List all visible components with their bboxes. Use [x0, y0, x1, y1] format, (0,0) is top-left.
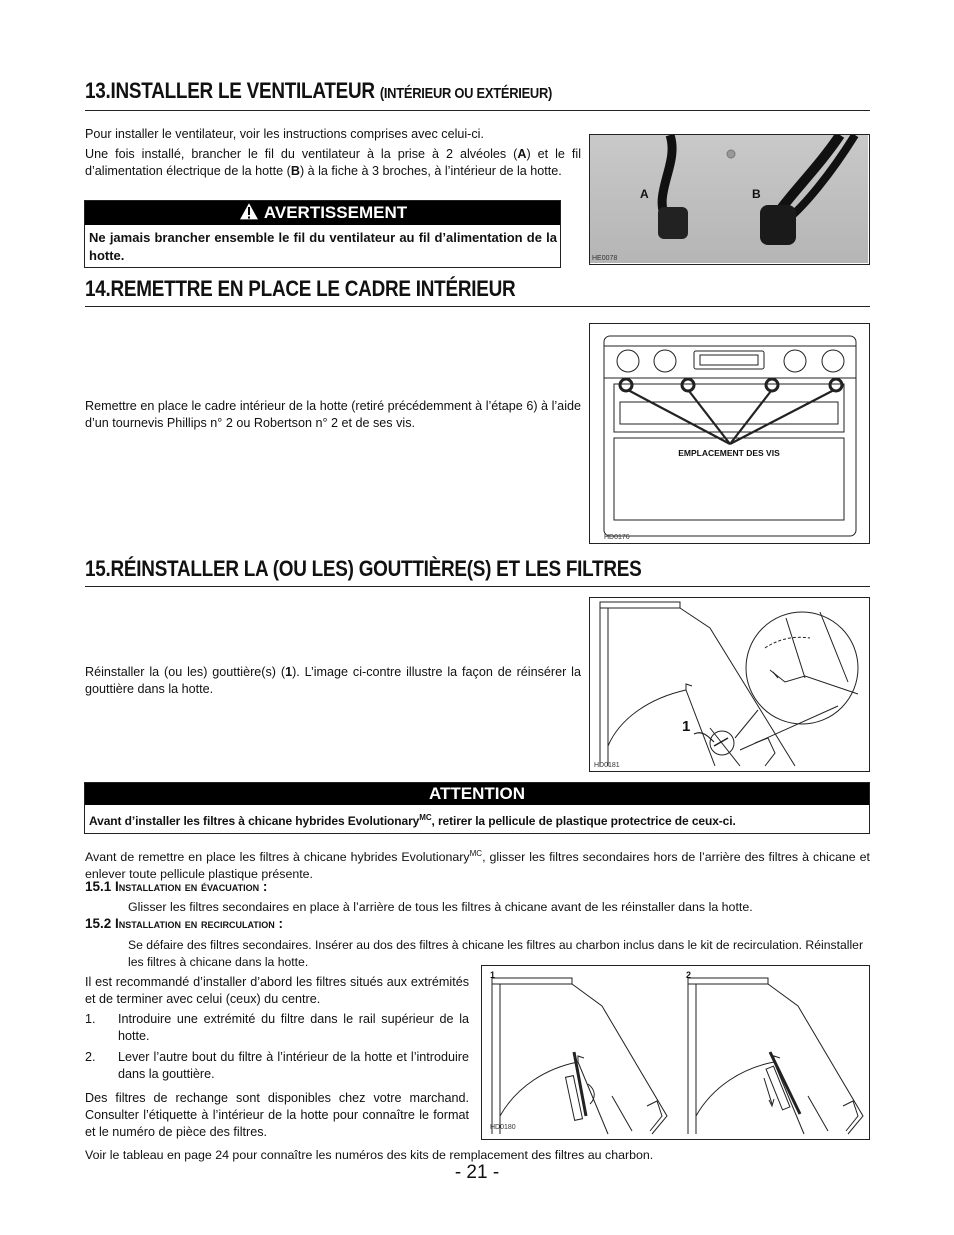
attention-header: ATTENTION: [85, 783, 869, 805]
section-13-title: [85, 78, 552, 104]
section-15-title: 15.RÉINSTALLER LA (OU LES) GOUTTIÈRE(S) ET LES FILTRES: [85, 556, 642, 581]
attention-box: [84, 782, 870, 834]
section-15-rule: [85, 586, 870, 587]
fig-label-1: 1: [682, 718, 691, 735]
section-13-title-main: 13.INSTALLER LE VENTILATEUR: [85, 78, 375, 103]
subsection-15-2-text: Se défaire des filtres secondaires. Insérer au dos des filtres à chicane les filtres au charbon inclus dans le kit de recirculation. Réinstaller les filtres à chicane dans la hotte.: [128, 938, 864, 969]
install-steps: [85, 1011, 469, 1083]
page-number: - 21 -: [454, 1162, 500, 1183]
subsection-15-1-text: Glisser les filtres secondaires en place à l’arrière de tous les filtres à chicane avant de les réinstaller dans la hotte.: [128, 900, 753, 914]
section-14-title: 14.REMETTRE EN PLACE LE CADRE INTÉRIEUR: [85, 276, 516, 301]
s13-wiring-text: Une fois installé, brancher le fil du ventilateur à la prise à 2 alvéoles (A) et le fil d’alimentation électrique de la hotte (B) à la fiche à 3 broches, à l’intérieur de la hotte.: [85, 147, 581, 178]
fig-code-screws: HD0176: [604, 534, 630, 541]
fig-caption-screws: EMPLACEMENT DES VIS: [678, 448, 780, 458]
fig-label-a: A: [640, 187, 649, 201]
s15-before-text: Avant de remettre en place les filtres à chicane hybrides Evolutionary$^{MC}$, glisser les filtres secondaires hors de l’arrière des filtres à chicane et enlever toute pellicule plastique présente.: [85, 849, 870, 882]
fig-code: HE0078: [592, 255, 618, 262]
fig-code-gutter: HD0181: [594, 762, 620, 769]
subsection-15-1-title: 15.1 Installation en évacuation :: [85, 879, 268, 894]
section-13-rule: [85, 110, 870, 111]
subsection-15-2-title: 15.2 Installation en recirculation :: [85, 916, 284, 931]
attention-text: Avant d’installer les filtres à chicane hybrides Evolutionary$^{MC}$, retirer la pellicule de plastique protectrice de ceux-ci.: [89, 813, 736, 828]
step-2: 2. Lever l’autre bout du filtre à l’intérieur de la hotte et l’introduire dans la gouttière.: [85, 1050, 469, 1081]
warning-header: AVERTISSEMENT: [85, 201, 560, 225]
figure-outlets: [589, 134, 870, 265]
warning-box: [84, 200, 561, 268]
s15-gutter-text: Réinstaller la (ou les) gouttière(s) (1). L’image ci-contre illustre la façon de réinsérer la gouttière dans la hotte.: [85, 665, 581, 696]
step-1: 1. Introduire une extrémité du filtre dans le rail supérieur de la hotte.: [85, 1012, 469, 1043]
figure-screw-locations: [589, 323, 870, 544]
warning-triangle-icon: [238, 201, 260, 228]
section-14-rule: [85, 306, 870, 307]
section-13-title-sub: (INTÉRIEUR OU EXTÉRIEUR): [379, 85, 553, 102]
s14-text: Remettre en place le cadre intérieur de la hotte (retiré précédemment à l’étape 6) à l’aide d’un tournevis Phillips n° 2 ou Robertson n° 2 et de ses vis.: [85, 399, 581, 430]
figure-filter-install: [481, 965, 870, 1140]
fig-code-filters: HD0180: [490, 1124, 516, 1131]
fig2-step-2-label: 2: [686, 970, 692, 980]
figure-gutter: [589, 597, 870, 772]
s13-intro: Pour installer le ventilateur, voir les instructions comprises avec celui-ci.: [85, 127, 484, 141]
warning-text: Ne jamais brancher ensemble le fil du ventilateur au fil d’alimentation de la hotte.: [89, 230, 557, 263]
s15-table-text: Voir le tableau en page 24 pour connaître les numéros des kits de remplacement des filtres au charbon.: [85, 1148, 654, 1162]
fig-label-b: B: [752, 187, 761, 201]
s15-recommend-text: Il est recommandé d’installer d’abord les filtres situés aux extrémités et de terminer avec celui (ceux) du centre.: [85, 975, 469, 1006]
fig2-step-1-label: 1: [490, 970, 496, 980]
s15-spares-text: Des filtres de rechange sont disponibles chez votre marchand. Consulter l’étiquette à l’intérieur de la hotte pour connaître le format et le numéro de pièce des filtres.: [85, 1091, 469, 1139]
